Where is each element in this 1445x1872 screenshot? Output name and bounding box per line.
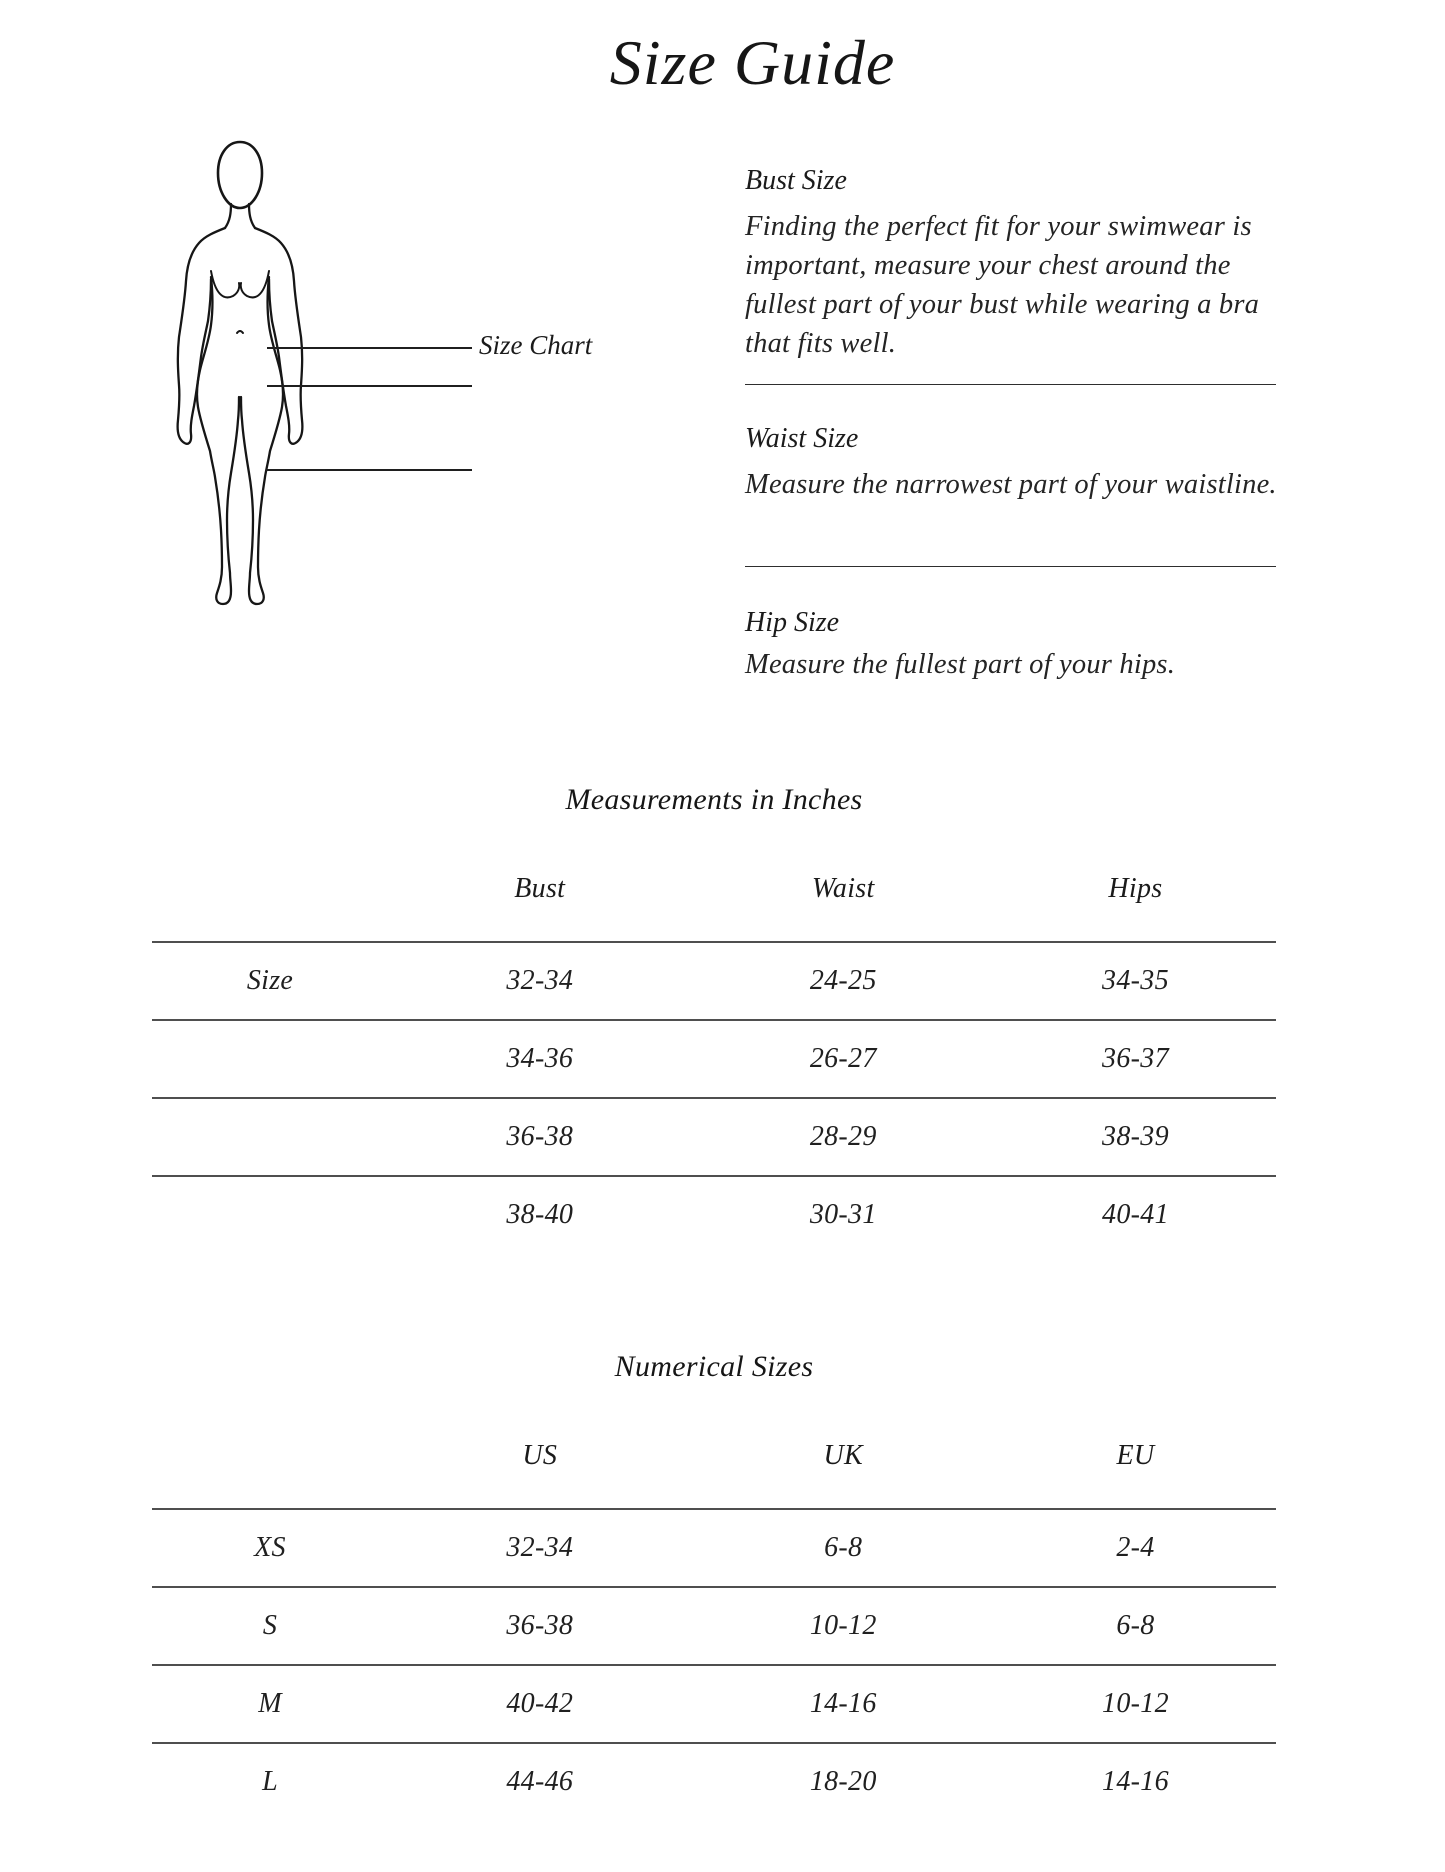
measurements-table-title: Measurements in Inches <box>565 783 863 816</box>
waist-size-heading: Waist Size <box>745 423 859 454</box>
hips-value: 36-37 <box>1102 1043 1169 1074</box>
table-row <box>152 1019 1276 1097</box>
bust-value: 32-34 <box>506 965 574 996</box>
size-chart-label: Size Chart <box>479 330 593 360</box>
numerical-table-header <box>152 1440 1276 1508</box>
column-header-bust: Bust <box>514 873 566 904</box>
column-header-uk: UK <box>823 1440 863 1471</box>
size-label: M <box>258 1688 282 1719</box>
table-row <box>152 1097 1276 1175</box>
bust-value: 38-40 <box>506 1199 574 1230</box>
us-value: 40-42 <box>506 1688 574 1719</box>
bust-size-text: Finding the perfect fit for your swimwear is important, measure your chest around the fullest part of your bust while wearing a bra that fits well. <box>745 211 1260 359</box>
eu-value: 2-4 <box>1116 1532 1155 1563</box>
eu-value: 10-12 <box>1102 1688 1169 1719</box>
us-value: 44-46 <box>506 1766 574 1797</box>
column-header-waist: Waist <box>811 873 875 904</box>
uk-value: 6-8 <box>824 1532 863 1563</box>
waist-value: 24-25 <box>809 965 877 996</box>
column-header-eu: EU <box>1116 1440 1155 1471</box>
column-header-us: US <box>522 1440 558 1471</box>
table-row <box>152 1508 1276 1586</box>
page-title: Size Guide <box>609 27 896 98</box>
uk-value: 18-20 <box>809 1766 877 1797</box>
numerical-sizes-table <box>152 1350 1276 1820</box>
section-divider <box>745 566 1276 567</box>
hips-value: 34-35 <box>1102 965 1169 996</box>
numerical-table-title: Numerical Sizes <box>614 1350 814 1383</box>
table-row <box>152 1742 1276 1820</box>
waist-value: 26-27 <box>809 1043 877 1074</box>
section-divider <box>745 384 1276 385</box>
hip-pointer-line <box>266 469 472 471</box>
size-label: S <box>262 1610 278 1641</box>
measurements-table <box>152 783 1276 1253</box>
waist-value: 30-31 <box>809 1199 877 1230</box>
hips-value: 40-41 <box>1102 1199 1169 1230</box>
table-row <box>152 941 1276 1019</box>
table-row <box>152 1175 1276 1253</box>
bust-value: 36-38 <box>506 1121 574 1152</box>
waist-value: 28-29 <box>809 1121 877 1152</box>
bust-value: 34-36 <box>506 1043 574 1074</box>
us-value: 36-38 <box>506 1610 574 1641</box>
uk-value: 10-12 <box>809 1610 877 1641</box>
row-label: Size <box>246 965 294 996</box>
waist-size-text: Measure the narrowest part of your waistline. <box>745 469 1277 500</box>
measurements-table-header <box>152 873 1276 941</box>
eu-value: 6-8 <box>1116 1610 1155 1641</box>
column-header-hips: Hips <box>1108 873 1163 904</box>
body-figure-illustration <box>165 135 315 607</box>
hip-size-text: Measure the fullest part of your hips. <box>745 649 1176 680</box>
bust-pointer-line <box>267 347 472 349</box>
hips-value: 38-39 <box>1102 1121 1169 1152</box>
waist-pointer-line <box>267 385 472 387</box>
female-silhouette-icon <box>165 135 315 607</box>
hip-size-heading: Hip Size <box>745 607 840 638</box>
bust-size-heading: Bust Size <box>745 165 847 196</box>
table-row <box>152 1664 1276 1742</box>
us-value: 32-34 <box>506 1532 574 1563</box>
size-label: L <box>262 1766 278 1797</box>
size-label: XS <box>254 1532 286 1563</box>
table-row <box>152 1586 1276 1664</box>
eu-value: 14-16 <box>1102 1766 1169 1797</box>
uk-value: 14-16 <box>809 1688 877 1719</box>
